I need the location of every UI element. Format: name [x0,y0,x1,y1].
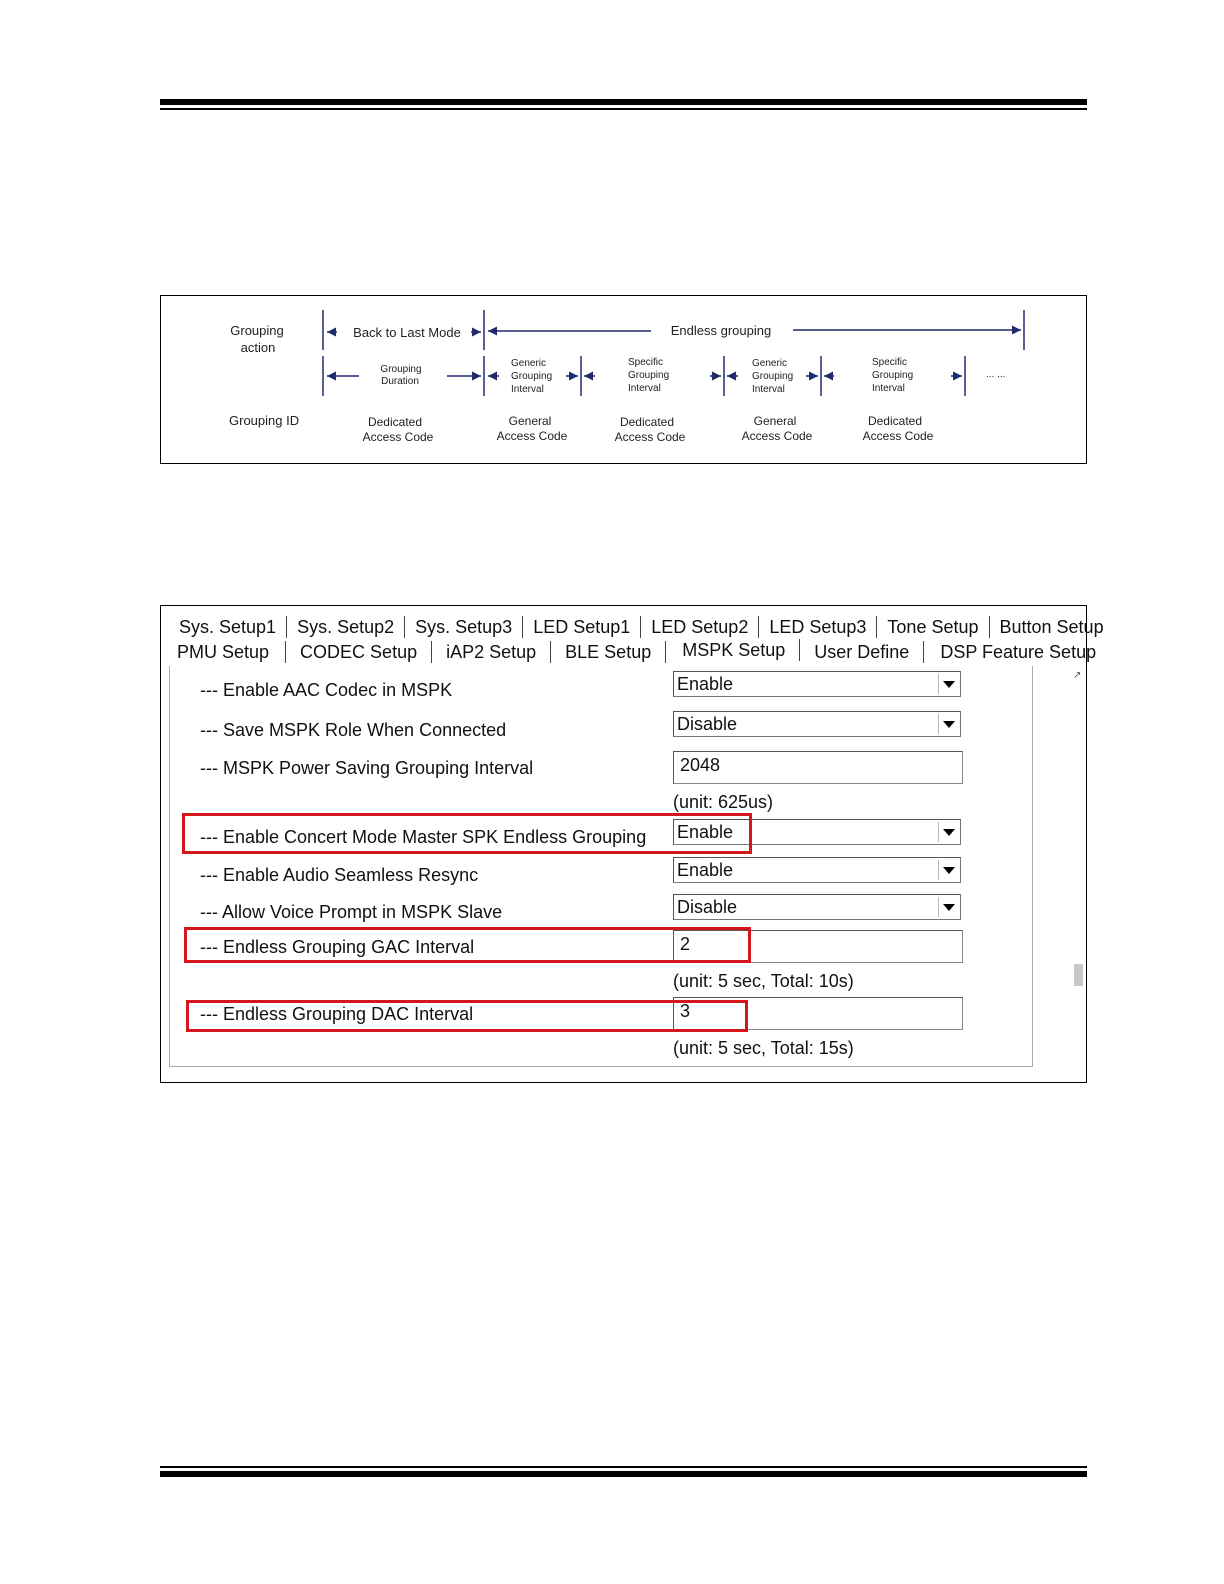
svg-text:Dedicated: Dedicated [867,414,923,428]
chevron-down-icon[interactable] [938,714,958,734]
enable-aac-select[interactable] [673,671,961,697]
tab-ble-setup[interactable]: BLE Setup [551,641,666,663]
tab-led-setup3[interactable]: LED Setup3 [759,616,877,638]
tab-led-setup1[interactable]: LED Setup1 [523,616,641,638]
diagram-canvas [161,296,1086,463]
grouping-action-label-2: action [240,340,276,355]
power-saving-interval-unit: (unit: 625us) [673,792,774,812]
grouping-id-label: Grouping ID [229,413,300,428]
svg-text:Generic: Generic [752,358,788,369]
scroll-thumb[interactable] [1074,964,1083,986]
mspk-setup-window [160,605,1104,1083]
svg-text:Grouping: Grouping [628,370,670,381]
svg-text:Grouping: Grouping [752,371,794,382]
dac-interval-input[interactable] [673,997,963,1030]
chevron-down-icon[interactable] [938,822,958,842]
tab-row-2 [169,639,1098,665]
scroll-up-icon[interactable]: ↗ [1073,670,1082,681]
power-saving-interval-input[interactable] [673,751,963,784]
footer-rule-thick [160,1471,1087,1477]
select-value: Enable [677,822,734,842]
tab-led-setup2[interactable]: LED Setup2 [641,616,759,638]
input-value: 3 [680,1001,691,1021]
svg-text:Access Code: Access Code [862,429,934,443]
tab-button-setup[interactable]: Button Setup [999,617,1104,637]
svg-text:Generic: Generic [511,358,547,369]
svg-text:Interval: Interval [752,384,785,395]
tab-iap2-setup[interactable]: iAP2 Setup [432,641,551,663]
access-code-label-1 [363,415,434,444]
select-value: Disable [677,714,738,734]
back-to-last-mode-label: Back to Last Mode [353,325,461,340]
svg-text:Dedicated: Dedicated [367,415,423,429]
endless-grouping-select[interactable] [673,819,961,845]
svg-text:General: General [753,414,797,428]
tab-mspk-setup[interactable]: MSPK Setup [666,639,800,661]
diagram-ellipsis: ... ... [986,369,1006,380]
svg-text:Grouping: Grouping [872,370,914,381]
chevron-down-icon[interactable] [938,674,958,694]
select-value: Enable [677,674,734,694]
tab-tone-setup[interactable]: Tone Setup [877,616,989,638]
svg-text:General: General [508,414,552,428]
svg-text:Access Code: Access Code [496,429,568,443]
setting-label-endless-grouping: --- Enable Concert Mode Master SPK Endless Grouping [200,827,647,847]
svg-text:Interval: Interval [628,383,661,394]
setting-label-power-saving-interval: --- MSPK Power Saving Grouping Interval [200,758,534,778]
setting-label-voice-prompt-slave: --- Allow Voice Prompt in MSPK Slave [200,902,503,922]
select-value: Enable [677,860,734,880]
chevron-down-icon[interactable] [938,897,958,917]
svg-text:Specific: Specific [628,357,664,368]
tab-pmu-setup[interactable]: PMU Setup [169,641,286,663]
tab-user-define[interactable]: User Define [800,641,924,663]
tab-codec-setup[interactable]: CODEC Setup [286,641,432,663]
access-code-label-2 [497,414,568,443]
header-rule-thick [160,99,1087,105]
tab-row-1 [169,614,1106,640]
settings-panel [169,666,1033,1067]
tab-sys-setup2[interactable]: Sys. Setup2 [287,616,405,638]
header-rule-thin [160,108,1087,110]
gac-interval-unit: (unit: 5 sec, Total: 10s) [673,971,854,991]
setting-label-save-mspk-role: --- Save MSPK Role When Connected [200,720,507,740]
svg-text:Specific: Specific [872,357,908,368]
interval-label-1 [511,358,552,395]
svg-text:Dedicated: Dedicated [619,415,675,429]
access-code-label-3 [615,415,686,444]
svg-text:Interval: Interval [511,384,544,395]
tab-sys-setup3[interactable]: Sys. Setup3 [405,616,523,638]
grouping-duration-label: Grouping [380,364,422,375]
chevron-down-icon[interactable] [938,860,958,880]
gac-interval-input[interactable] [673,930,963,963]
svg-text:Access Code: Access Code [362,430,434,444]
interval-label-2 [628,357,669,394]
input-value: 2048 [680,755,721,775]
dac-interval-unit: (unit: 5 sec, Total: 15s) [673,1038,854,1058]
tab-dsp-feature-setup[interactable]: DSP Feature Setup [940,642,1097,662]
grouping-timing-diagram [160,295,1087,464]
tab-sys-setup1[interactable]: Sys. Setup1 [169,616,287,638]
svg-text:Access Code: Access Code [614,430,686,444]
access-code-label-4 [742,414,813,443]
footer-rule-thin [160,1466,1087,1468]
access-code-label-5 [863,414,934,443]
setting-label-enable-aac: --- Enable AAC Codec in MSPK [200,680,453,700]
setting-label-gac-interval: --- Endless Grouping GAC Interval [200,937,475,957]
endless-grouping-label: Endless grouping [670,323,772,338]
setting-label-dac-interval: --- Endless Grouping DAC Interval [200,1004,474,1024]
select-value: Disable [677,897,738,917]
svg-text:Grouping: Grouping [511,371,553,382]
audio-seamless-resync-select[interactable] [673,857,961,883]
input-value: 2 [680,934,691,954]
interval-label-3 [752,358,793,395]
save-mspk-role-select[interactable] [673,711,961,737]
voice-prompt-slave-select[interactable] [673,894,961,920]
grouping-action-label: Grouping [230,323,284,338]
vertical-scrollbar[interactable] [1073,668,1084,1068]
svg-text:Interval: Interval [872,383,905,394]
grouping-duration-label-2: Duration [381,376,419,387]
svg-text:Access Code: Access Code [741,429,813,443]
interval-label-4 [872,357,913,394]
setting-label-audio-seamless-resync: --- Enable Audio Seamless Resync [200,865,479,885]
